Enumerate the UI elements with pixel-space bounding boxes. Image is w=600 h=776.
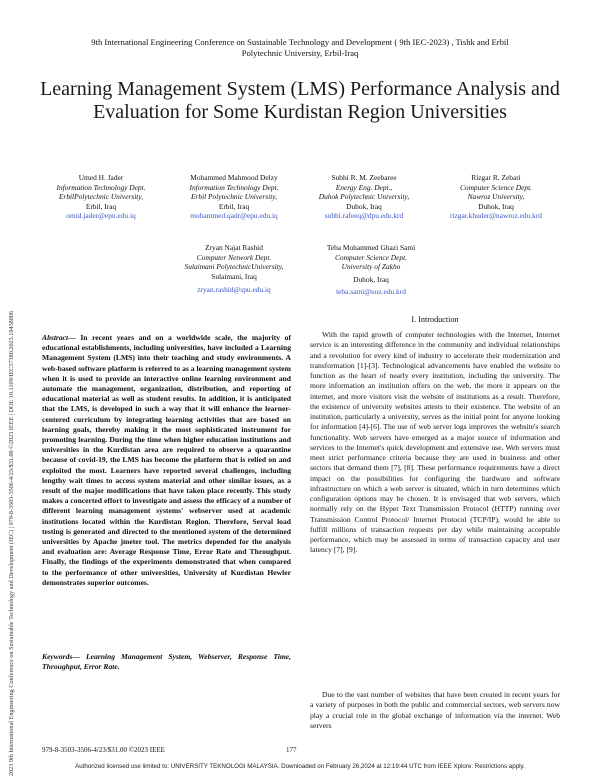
author-name: Mohammed Mahmood Delzy: [190, 173, 278, 182]
author-email[interactable]: teba.sami@uoz.edu.krd: [336, 287, 406, 297]
conference-line-2: Polytechnic University, Erbil-Iraq: [241, 48, 359, 58]
author-email[interactable]: omid.jader@epu.edu.iq: [66, 211, 136, 221]
author-institution: Erbil Polytechnic University,: [191, 192, 277, 202]
paper-title: Learning Management System (LMS) Performance Analysis and Evaluation for Some Kurdistan Region Universities: [40, 78, 560, 123]
author-institution: University of Zakho: [341, 262, 401, 272]
author-dept: Information Technology Dept.: [56, 182, 146, 192]
author-institution: Nawroz University,: [467, 192, 525, 202]
isbn-footer: 979-8-3503-3506-4/23/$31.00 ©2023 IEEE: [42, 746, 165, 754]
conference-header: [40, 37, 560, 59]
doi-sidebar: 2023 9th International Engineering Conference on Sustainable Technology and Development (IEC) | 979-8-3503-3506-4/23/$31.00 ©2023 IEEE | DOI: 10.1109/IEC57380.2023.10438806: [8, 310, 15, 776]
author-institution: Sulaimani PolytechnicUniversity,: [184, 262, 284, 272]
author-city: Duhok, Iraq: [478, 201, 514, 211]
author-city: Erbil, Iraq: [218, 201, 250, 211]
author-institution: Duhok Polytechnic University,: [318, 192, 410, 202]
keywords: Keywords— Learning Management System, Webserver, Response Time, Throughput, Error Rate.: [42, 652, 291, 672]
section-heading: I. Introduction: [411, 315, 459, 324]
author-email[interactable]: zryan.rashid@spu.edu.iq: [197, 285, 271, 295]
author-dept: Computer Science Dept.: [459, 182, 533, 192]
author-name: Zryan Najat Rashid: [205, 243, 263, 252]
author-name: Subhi R. M. Zeebaree: [331, 173, 397, 182]
body-paragraph: With the rapid growth of computer technologies with the Internet, Internet service is an interesting difference in the community and individual relationships and a revolution for every kind of industry to accelerate their modernization and transformation [1]-[3]. Technological advancements have enabled the website to function as the heart of nearly every institution, including the university. The more information an institution offers on the web, the more it appears on the internet, and more visitors visit the website of institutions as a result. Therefore, the existence of university websites attests to their existence. The website of an institution, particularly a university, serves as the initial point for anyone looking for information [4]-[6]. The use of web server logs improves the website's search functionality. Web servers have emerged as a major source of information and services to the Internet's quick development and extensive use. Web servers must meet strict performance criteria because they are used in business and other sectors that demand them [7], [8]. These performance requirements have a direct impact on the possibilities for configuring the hardware and software infrastructure on which a web server is situated, which in turn determines which configuration options may be chosen. It is envisaged that web servers, which normally rely on the Hyper Text Transmission Protocol (HTTP) running over Transmission Control Protocol/ Internet Protocol (TCP/IP), would be able to fulfill millions of transaction requests per day while maintaining acceptable performance, which may be assessed in terms of transaction capacity and user latency [7], [9].: [310, 330, 560, 555]
abstract: [42, 333, 291, 588]
author-name: Umed H. Jader: [78, 173, 124, 182]
author-dept: Information Technology Dept.: [189, 182, 279, 192]
author-dept: Energy Eng. Dept.,: [335, 182, 393, 192]
author-email[interactable]: mohammed.qadr@epu.edu.iq: [190, 211, 278, 221]
conference-line-1: 9th International Engineering Conference on Sustainable Technology and Development ( 9th IEC-2023) , Tishk and Erbil: [91, 37, 509, 47]
author-city: Duhok, Iraq: [353, 274, 389, 284]
body-paragraph: Due to the vast number of websites that have been created in recent years for a variety of purposes in both the public and commercial sectors, web servers now play a crucial role in the global exchange of information via the internet. Web servers: [310, 690, 560, 730]
abstract-lead: Abstract—: [42, 333, 76, 342]
author-city: Duhok, Iraq: [346, 201, 382, 211]
author-block: [304, 173, 424, 221]
author-city: Erbil, Iraq: [85, 201, 117, 211]
author-name: Teba Mohammed Ghazi Sami: [326, 243, 416, 252]
page-number: 177: [286, 746, 297, 754]
author-email[interactable]: subhi.rafeeq@dpu.edu.krd: [324, 211, 404, 221]
author-dept: Computer Network Dept.: [196, 252, 272, 262]
author-city: Sulaimani, Iraq: [211, 271, 257, 281]
author-email[interactable]: rizgar.khuder@nawroz.edu.krd: [450, 211, 542, 221]
author-block: [432, 173, 560, 221]
author-institution: ErbilPolytechnic University,: [58, 192, 144, 202]
abstract-text: In recent years and on a worldwide scale, the majority of educational establishments, including universities, have included a Learning Management System (LMS) into their teaching and study environments. A web-based software platform is referred to as a learning management system when it is used to provide an interactive online learning environment and automate the management, organization, distribution, and reporting of educational material as well as student results. In addition, it is anticipated that the LMS, is developed in such a way that it will enhance the learner-centered curriculum by integrating learning activities that are based on learning goals, thereby making it the most sophisticated instrument for promoting learning. During the time when higher education institutions and universities in the Kurdistan area are required to observe a quarantine because of covid-19, the LMS has become the platform that is relied on and exploited the most. Learners have reported several challenges, including lengthy wait times to access system material and other similar issues, as a result of the major modifications that have taken place recently. This study makes a concerted effort to investigate and assess the efficacy of a number of different learning management systems' webserver used at academic institutions located within the Kurdistan Region. Therefore, Serval load testing is generated and directed to the mentioned system of the determined universities by Apache jmeter tool. The metrics depended for the analysis and evaluation are: Average Response Time, Error Rate and Throughput. Finally, the findings of the experiments demonstrated that when compared to the performance of other universities, University of Kurdistan Hewler demonstrates superior outcomes.: [42, 333, 291, 587]
author-name: Rizgar R. Zebari: [471, 173, 521, 182]
author-block: [304, 243, 438, 297]
author-block: [172, 173, 296, 221]
author-block: [172, 243, 296, 295]
license-footer: Authorized licensed use limited to: UNIVERSITY TEKNOLOGI MALAYSIA. Downloaded on February 26,2024 at 12:19:44 UTC from IEEE Xplore. Restrictions apply.: [75, 763, 525, 770]
author-dept: Computer Science Dept.: [334, 252, 408, 262]
author-block: [40, 173, 162, 221]
